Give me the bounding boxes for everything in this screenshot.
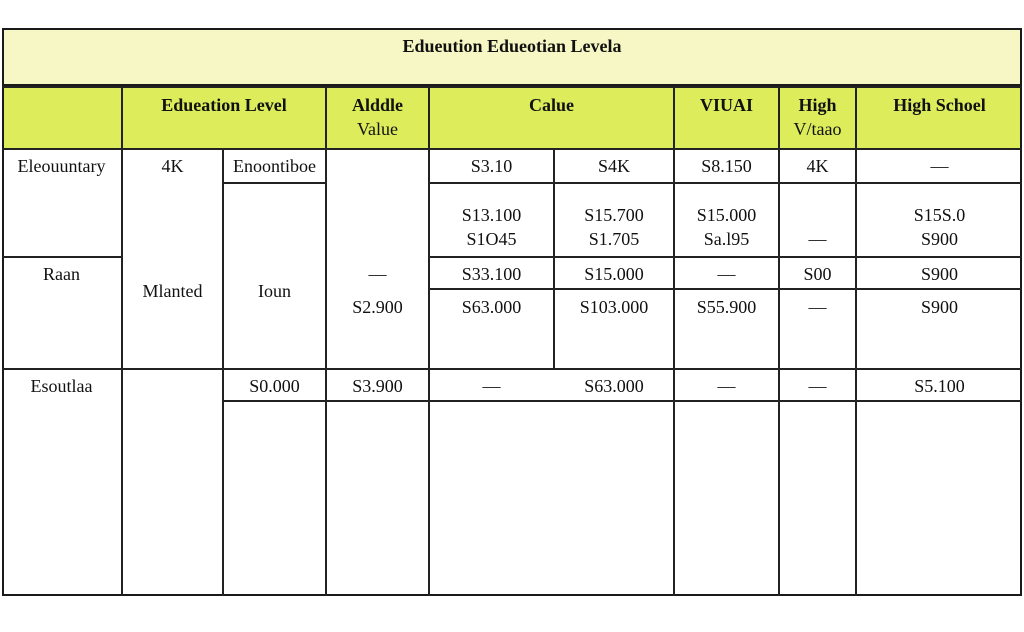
grid-line	[222, 150, 224, 596]
header-high-line1: High	[798, 95, 837, 115]
header-education-level: Edueation Level	[161, 95, 287, 115]
cell: Esoutlaa	[30, 376, 93, 396]
grid-line	[2, 86, 1022, 88]
header-middle-value-line2: Value	[357, 119, 398, 139]
grid-line	[2, 368, 1022, 370]
cell: —	[717, 264, 736, 284]
header-middle-value-line1: Alddle	[351, 95, 403, 115]
grid-line	[2, 256, 123, 258]
cell: S0.000	[249, 376, 300, 396]
cell: S1O45	[466, 229, 517, 249]
cell: S15.000	[696, 205, 757, 225]
cell: S63.000	[584, 376, 644, 396]
cell: —	[808, 297, 827, 317]
cell: S1.705	[588, 229, 640, 249]
cell: —	[808, 229, 827, 249]
cell: —	[930, 156, 949, 176]
grid-line	[428, 288, 1022, 290]
cell: S900	[920, 297, 958, 317]
cell: S900	[920, 229, 958, 249]
cell: —	[368, 264, 387, 284]
cell: 4K	[161, 156, 184, 176]
grid-line	[428, 256, 1022, 258]
cell: S900	[920, 264, 958, 284]
cell: S3.900	[352, 376, 403, 396]
cell: S103.000	[579, 297, 649, 317]
cell: 4K	[806, 156, 829, 176]
cell: S15S.0	[913, 205, 966, 225]
header-visual: VIUAI	[699, 95, 753, 115]
cell: Sa.l95	[703, 229, 750, 249]
cell: S00	[803, 264, 832, 284]
cell: S15.000	[584, 264, 644, 284]
cell: S4K	[597, 156, 630, 176]
cell: Enoontiboe	[233, 156, 316, 176]
cell: Mlanted	[142, 281, 203, 301]
cell: S5.100	[914, 376, 965, 396]
grid-line	[222, 400, 1022, 402]
header-high-school: High Schoel	[893, 95, 986, 115]
cell: S8.150	[701, 156, 752, 176]
cell: —	[808, 376, 827, 396]
grid-line	[2, 148, 1022, 150]
header-value: Calue	[529, 95, 574, 115]
table-title: Edueution Edueotian Levela	[402, 36, 622, 56]
grid-line	[222, 182, 327, 184]
header-high-line2: V/taao	[793, 119, 842, 139]
cell: Eleouuntary	[17, 156, 106, 176]
cell: S13.100	[461, 205, 522, 225]
cell: S63.000	[461, 297, 522, 317]
cell: S15.700	[584, 205, 644, 225]
cell: Ioun	[258, 281, 291, 301]
cell: S2.900	[352, 297, 403, 317]
cell: S55.900	[696, 297, 757, 317]
cell: —	[717, 376, 736, 396]
grid-line	[325, 86, 327, 596]
grid-line	[428, 182, 1022, 184]
cell: Raan	[43, 264, 80, 284]
cell: S33.100	[461, 264, 522, 284]
cell: S3.10	[470, 156, 513, 176]
cell: —	[482, 376, 501, 396]
